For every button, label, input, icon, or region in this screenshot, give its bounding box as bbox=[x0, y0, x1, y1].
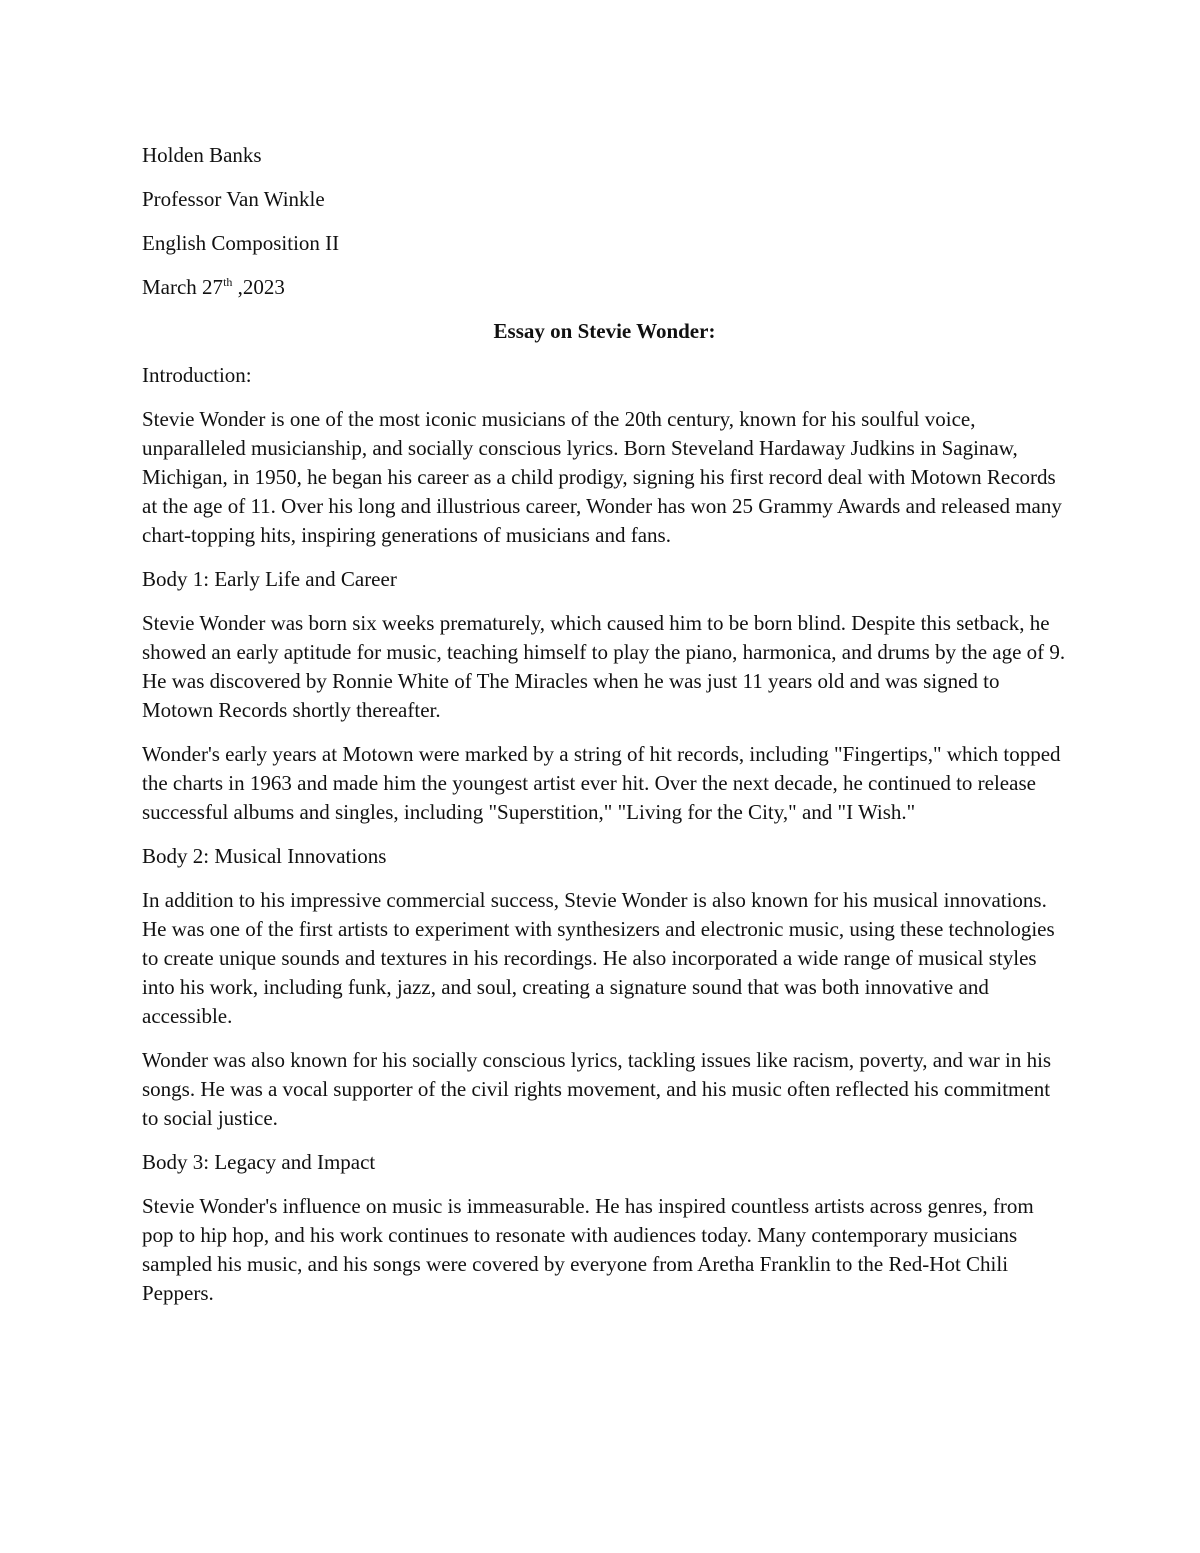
author-name: Holden Banks bbox=[142, 143, 262, 167]
paragraph-body-2-b: Wonder was also known for his socially conscious lyrics, tackling issues like racism, poverty, and war in his songs. He was a vocal supporter of the civil rights movement, and his music often reflected his commitment to social justice. bbox=[142, 1048, 1052, 1130]
section-heading-body-1: Body 1: Early Life and Career bbox=[142, 567, 397, 591]
instructor-name: Professor Van Winkle bbox=[142, 187, 325, 211]
paragraph-introduction: Stevie Wonder is one of the most iconic musicians of the 20th century, known for his soulful voice, unparalleled musicianship, and socially conscious lyrics. Born Steveland Hardaway Judkins in Saginaw, Michigan, in 1950, he began his career as a child prodigy, signing his first record deal with Motown Records at the age of 11. Over his long and illustrious career, Wonder has won 25 Grammy Awards and released many chart-topping hits, inspiring generations of musicians and fans. bbox=[142, 407, 1062, 547]
date-superscript: th bbox=[223, 275, 233, 289]
paragraph-body-3-a: Stevie Wonder's influence on music is immeasurable. He has inspired countless artists across genres, from pop to hip hop, and his work continues to resonate with audiences today. Many contemporary musicians sampled his music, and his songs were covered by everyone from Aretha Franklin to the Red-Hot Chili Peppers. bbox=[142, 1194, 1034, 1305]
paragraph-body-1-a: Stevie Wonder was born six weeks prematurely, which caused him to be born blind. Despite this setback, he showed an early aptitude for music, teaching himself to play the piano, harmonica, and drums by the age of 9. He was discovered by Ronnie White of The Miracles when he was just 11 years old and was signed to Motown Records shortly thereafter. bbox=[142, 611, 1066, 722]
section-heading-body-2: Body 2: Musical Innovations bbox=[142, 844, 387, 868]
course-name: English Composition II bbox=[142, 231, 340, 255]
section-heading-body-3: Body 3: Legacy and Impact bbox=[142, 1150, 376, 1174]
date-suffix: ,2023 bbox=[232, 275, 285, 299]
section-heading-introduction: Introduction: bbox=[142, 363, 252, 387]
paragraph-body-2-a: In addition to his impressive commercial success, Stevie Wonder is also known for his musical innovations. He was one of the first artists to experiment with synthesizers and electronic music, using these technologies to create unique sounds and textures in his recordings. He also incorporated a wide range of musical styles into his work, including funk, jazz, and soul, creating a signature sound that was both innovative and accessible. bbox=[142, 888, 1055, 1028]
essay-date bbox=[142, 273, 1067, 302]
essay-title: Essay on Stevie Wonder: bbox=[493, 319, 716, 343]
paragraph-body-1-b: Wonder's early years at Motown were marked by a string of hit records, including "Fingertips," which topped the charts in 1963 and made him the youngest artist ever hit. Over the next decade, he continued to release successful albums and singles, including "Superstition," "Living for the City," and "I Wish." bbox=[142, 742, 1061, 824]
document-body bbox=[142, 141, 1067, 1323]
date-prefix: March 27 bbox=[142, 275, 224, 299]
